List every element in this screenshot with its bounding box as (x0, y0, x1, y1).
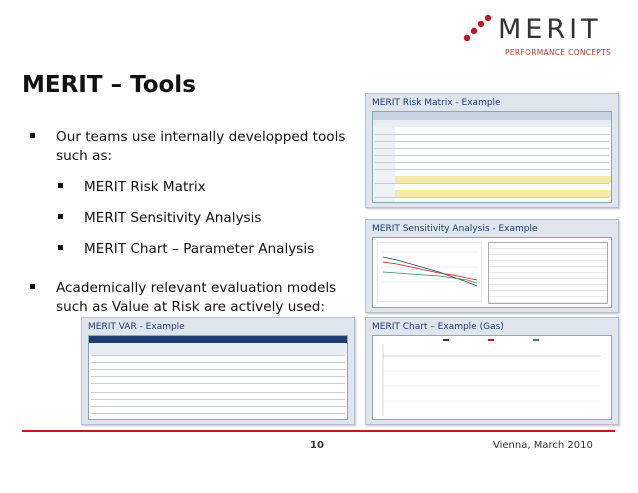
sensitivity-mini-chart (377, 242, 482, 302)
table-row-line (91, 355, 345, 356)
risk-matrix-table-image (372, 111, 612, 203)
table-highlight-row (395, 176, 611, 183)
bullet-list (28, 128, 358, 329)
gas-mini-chart (373, 336, 611, 419)
var-table-image (88, 335, 348, 420)
bullet-tool (56, 178, 358, 197)
var-table-subheader (89, 343, 347, 355)
table-row-line (91, 406, 345, 407)
logo-mark-icon (461, 14, 495, 44)
table-row-line (91, 399, 345, 400)
table-highlight-row (395, 190, 611, 197)
bullet-tool-text: MERIT Sensitivity Analysis (84, 210, 262, 226)
table-row-line (375, 141, 609, 142)
table-row-line (375, 162, 609, 163)
table-row-line (375, 155, 609, 156)
var-title: MERIT VAR - Example (88, 322, 185, 332)
table-header-bar-2 (373, 120, 611, 127)
table-label-column (373, 127, 395, 202)
logo-tagline: PERFORMANCE CONCEPTS (505, 48, 612, 57)
bullet-academic-text: Academically relevant evaluation models such as Value at Risk are actively used: (56, 280, 337, 315)
table-row-line (91, 376, 345, 377)
chart-panel (365, 317, 619, 425)
bullet-tool-text: MERIT Risk Matrix (84, 179, 206, 195)
logo-name: MERIT (498, 14, 602, 45)
table-row-line (375, 169, 609, 170)
bullet-square-icon (58, 214, 63, 219)
table-row-line (375, 148, 609, 149)
table-row-line (91, 413, 345, 414)
chart-title: MERIT Chart – Example (Gas) (372, 322, 504, 332)
risk-matrix-panel (365, 93, 619, 208)
bullet-tool-text: MERIT Chart – Parameter Analysis (84, 241, 315, 257)
bullet-intro-text: Our teams use internally developped tools such as: (56, 129, 346, 164)
bullet-intro (28, 128, 358, 166)
table-row-line (91, 362, 345, 363)
sensitivity-table-grid (488, 242, 608, 304)
risk-matrix-title: MERIT Risk Matrix - Example (372, 98, 501, 108)
bullet-square-icon (30, 133, 35, 138)
sensitivity-title: MERIT Sensitivity Analysis - Example (372, 224, 538, 234)
table-row-line (91, 392, 345, 393)
table-row-line (375, 183, 609, 184)
bullet-square-icon (30, 284, 35, 289)
bullet-academic (28, 279, 358, 317)
table-row-line (91, 369, 345, 370)
table-row-line (375, 134, 609, 135)
page-title: MERIT – Tools (22, 72, 196, 98)
bullet-square-icon (58, 183, 63, 188)
sensitivity-panel (365, 219, 619, 313)
var-table-header-bar (89, 336, 347, 343)
table-row-line (375, 197, 609, 198)
var-panel (81, 317, 355, 425)
gas-chart-image (372, 335, 612, 420)
table-row-line (91, 383, 345, 384)
bullet-tool (56, 240, 358, 259)
bullet-tool (56, 209, 358, 228)
footer-divider (22, 430, 615, 432)
table-header-bar (373, 112, 611, 120)
sensitivity-chart-image (372, 237, 612, 308)
page-number: 10 (310, 440, 324, 451)
venue-date: Vienna, March 2010 (493, 440, 593, 451)
bullet-square-icon (58, 245, 63, 250)
